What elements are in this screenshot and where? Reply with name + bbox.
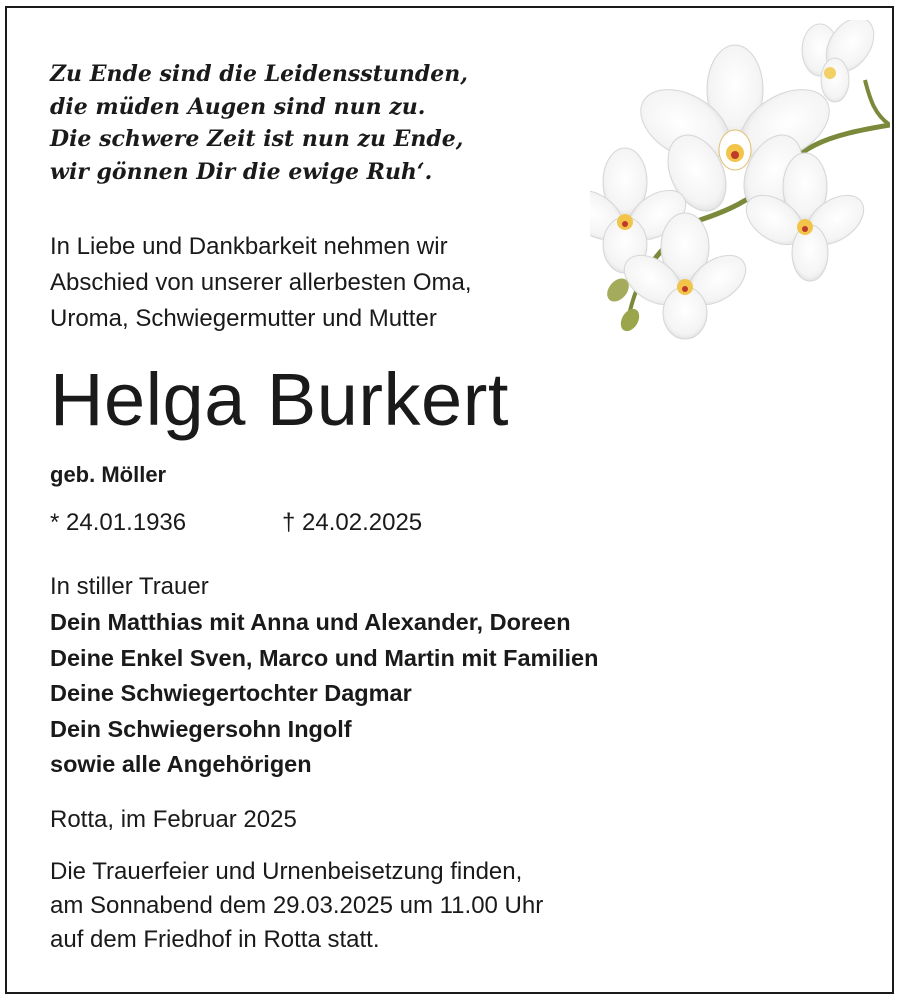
mourning-intro: In stiller Trauer xyxy=(50,573,209,600)
mourner-line: Dein Matthias mit Anna und Alexander, Doreen xyxy=(50,609,571,635)
funeral-info xyxy=(50,855,543,957)
funeral-line: auf dem Friedhof in Rotta statt. xyxy=(50,926,380,953)
intro-line: In Liebe und Dankbarkeit nehmen wir xyxy=(50,233,448,260)
intro-line: Abschied von unserer allerbesten Oma, xyxy=(50,269,472,296)
intro-text xyxy=(50,229,472,337)
birth-date: * 24.01.1936 xyxy=(50,509,187,536)
life-dates xyxy=(50,506,422,540)
mourner-line: Dein Schwiegersohn Ingolf xyxy=(50,715,352,742)
poem-line: wir gönnen Dir die ewige Ruh‘. xyxy=(50,158,433,185)
obituary-notice xyxy=(5,6,894,994)
poem xyxy=(50,58,468,188)
funeral-line: am Sonnabend dem 29.03.2025 um 11.00 Uhr xyxy=(50,892,544,919)
death-date: † 24.02.2025 xyxy=(282,509,423,536)
funeral-line: Die Trauerfeier und Urnenbeisetzung finden, xyxy=(50,858,523,885)
poem-line: die müden Augen sind nun zu. xyxy=(50,93,426,120)
poem-line: Zu Ende sind die Leidensstunden, xyxy=(50,61,468,87)
intro-line: Uroma, Schwiegermutter und Mutter xyxy=(50,305,437,332)
deceased-name: Helga Burkert xyxy=(50,358,509,441)
mourner-line: sowie alle Angehörigen xyxy=(50,751,312,777)
place-date: Rotta, im Februar 2025 xyxy=(50,806,297,833)
maiden-name: geb. Möller xyxy=(50,462,167,487)
mourner-line: Deine Enkel Sven, Marco und Martin mit Familien xyxy=(50,644,599,671)
mourners-list xyxy=(50,605,598,783)
mourner-line: Deine Schwiegertochter Dagmar xyxy=(50,680,412,706)
poem-line: Die schwere Zeit ist nun zu Ende, xyxy=(50,126,464,152)
white-orchid-icon xyxy=(590,20,890,340)
